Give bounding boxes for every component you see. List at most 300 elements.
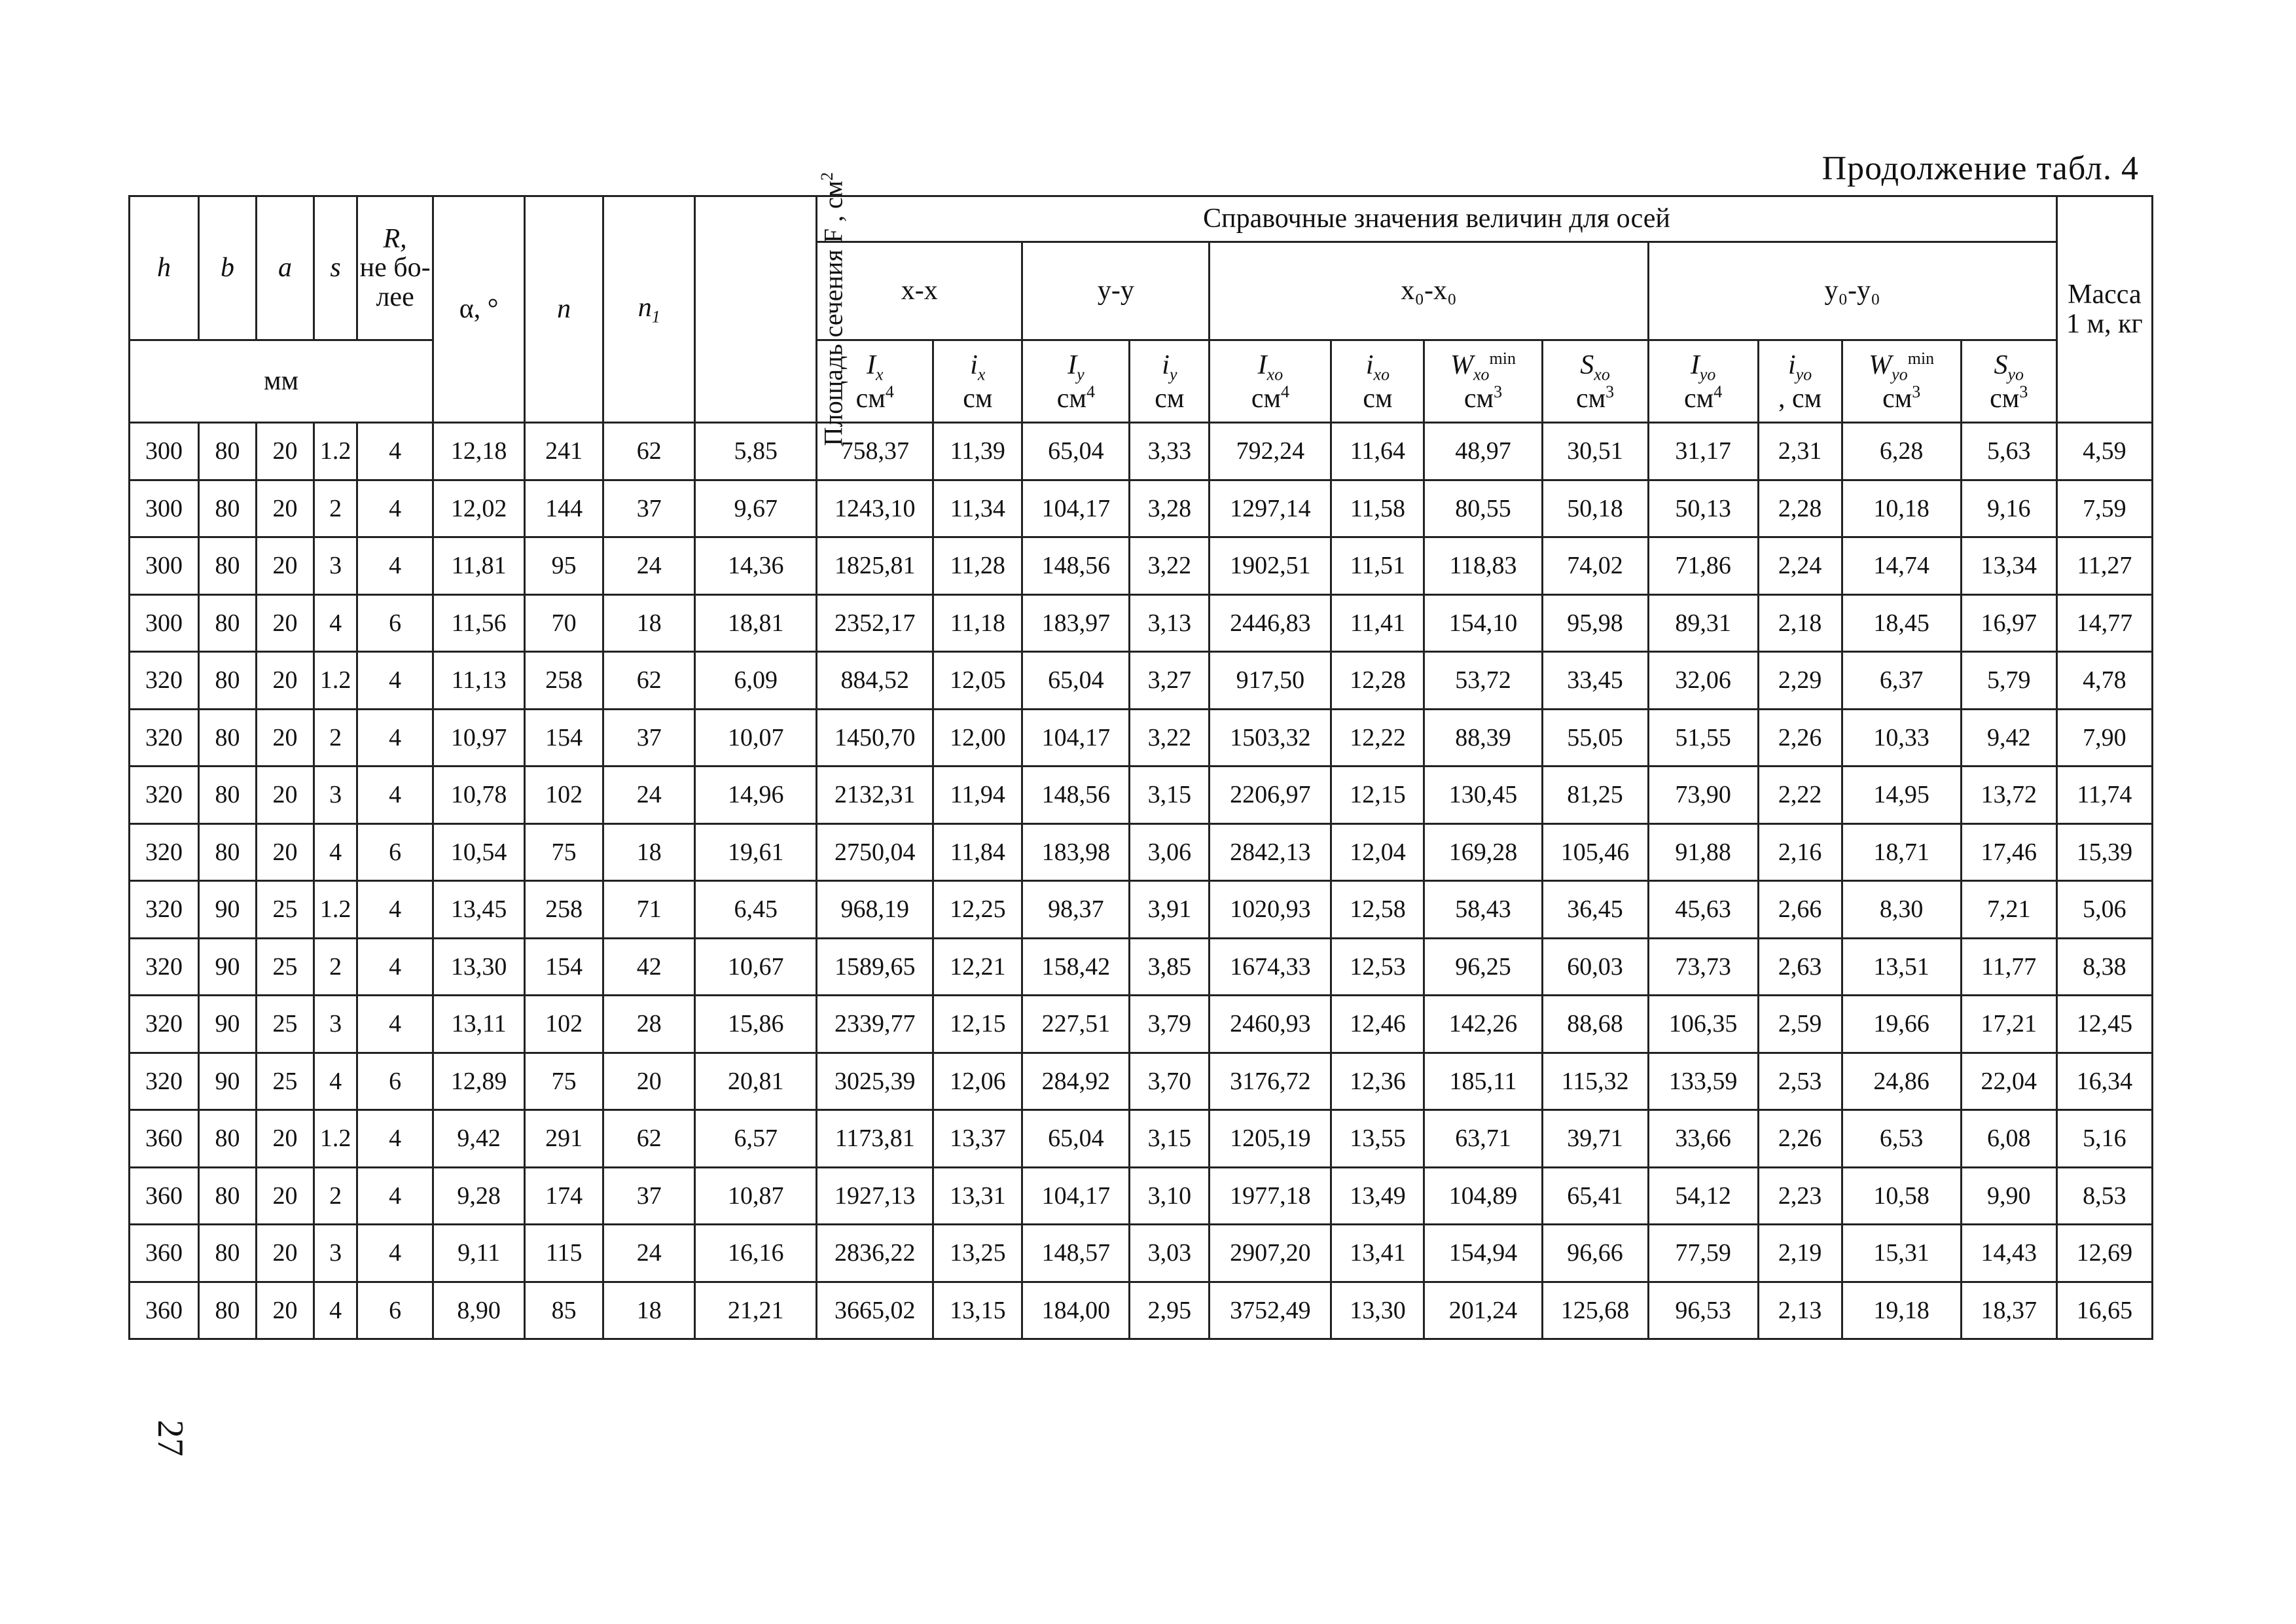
table-cell: 3176,72 bbox=[1210, 1053, 1331, 1110]
table-cell: 80 bbox=[199, 423, 257, 480]
table-cell: 80 bbox=[199, 480, 257, 537]
table-cell: 58,43 bbox=[1424, 881, 1542, 939]
quantity-unit: см bbox=[1155, 384, 1185, 414]
table-cell: 80 bbox=[199, 594, 257, 652]
table-cell: 71,86 bbox=[1648, 537, 1758, 595]
quantity-symbol-letter: I bbox=[867, 350, 876, 380]
table-cell: 7,21 bbox=[1961, 881, 2056, 939]
table-cell: 300 bbox=[130, 594, 199, 652]
quantity-unit-power: 4 bbox=[1713, 382, 1723, 402]
table-cell: 6,45 bbox=[695, 881, 817, 939]
table-cell: 13,51 bbox=[1842, 938, 1961, 996]
quantity-unit-power: 4 bbox=[1281, 382, 1290, 402]
table-cell: 11,94 bbox=[933, 767, 1022, 824]
n1-symbol: n bbox=[637, 292, 652, 323]
quantity-symbol-letter: i bbox=[970, 350, 978, 380]
table-cell: 2460,93 bbox=[1210, 996, 1331, 1053]
table-cell: 15,86 bbox=[695, 996, 817, 1053]
table-cell: 102 bbox=[525, 996, 603, 1053]
table-cell: 80 bbox=[199, 537, 257, 595]
table-cell: 12,06 bbox=[933, 1053, 1022, 1110]
table-cell: 71 bbox=[603, 881, 695, 939]
quantity-symbol-subscript: y bbox=[1077, 365, 1085, 384]
table-cell: 2 bbox=[314, 480, 357, 537]
quantity-symbol-subscript: yo bbox=[2007, 365, 2024, 384]
table-cell: 14,95 bbox=[1842, 767, 1961, 824]
table-cell: 4 bbox=[357, 1110, 433, 1168]
table-cell: 5,85 bbox=[695, 423, 817, 480]
table-cell: 10,18 bbox=[1842, 480, 1961, 537]
col-s-header: s bbox=[314, 196, 357, 340]
table-cell: 6,53 bbox=[1842, 1110, 1961, 1168]
quantity-symbol bbox=[1580, 350, 1610, 384]
profile-properties-table bbox=[128, 171, 2153, 1340]
table-cell: 11,41 bbox=[1331, 594, 1424, 652]
table-cell: 105,46 bbox=[1542, 823, 1648, 881]
quantity-unit: см bbox=[1463, 384, 1494, 414]
table-cell: 25 bbox=[257, 996, 314, 1053]
quantity-symbol bbox=[1067, 350, 1085, 384]
table-cell: 81,25 bbox=[1542, 767, 1648, 824]
table-cell: 7,90 bbox=[2056, 709, 2152, 767]
table-cell: 13,45 bbox=[433, 881, 525, 939]
table-cell: 968,19 bbox=[817, 881, 933, 939]
table-cell: 1243,10 bbox=[817, 480, 933, 537]
table-row bbox=[130, 652, 2153, 710]
table-cell: 792,24 bbox=[1210, 423, 1331, 480]
table-cell: 2,24 bbox=[1758, 537, 1842, 595]
quantity-symbol-subscript: xo bbox=[1266, 365, 1283, 384]
table-cell: 8,53 bbox=[2056, 1167, 2152, 1225]
table-cell: 13,11 bbox=[433, 996, 525, 1053]
table-cell: 16,97 bbox=[1961, 594, 2056, 652]
table-cell: 758,37 bbox=[817, 423, 933, 480]
table-cell: 130,45 bbox=[1424, 767, 1542, 824]
table-cell: 96,53 bbox=[1648, 1282, 1758, 1339]
quantity-unit: , см bbox=[1778, 384, 1822, 414]
table-cell: 2,29 bbox=[1758, 652, 1842, 710]
table-cell: 50,18 bbox=[1542, 480, 1648, 537]
table-cell: 2,53 bbox=[1758, 1053, 1842, 1110]
table-cell: 12,22 bbox=[1331, 709, 1424, 767]
table-cell: 16,34 bbox=[2056, 1053, 2152, 1110]
table-cell: 24 bbox=[603, 767, 695, 824]
table-cell: 11,56 bbox=[433, 594, 525, 652]
table-cell: 2446,83 bbox=[1210, 594, 1331, 652]
table-cell: 3,15 bbox=[1130, 767, 1210, 824]
table-cell: 2,28 bbox=[1758, 480, 1842, 537]
quantity-symbol bbox=[867, 350, 884, 384]
table-cell: 12,15 bbox=[1331, 767, 1424, 824]
quantity-symbol-subscript: x bbox=[876, 365, 884, 384]
quantity-symbol-letter: i bbox=[1162, 350, 1170, 380]
table-cell: 241 bbox=[525, 423, 603, 480]
table-cell: 73,90 bbox=[1648, 767, 1758, 824]
table-cell: 5,06 bbox=[2056, 881, 2152, 939]
table-cell: 3,91 bbox=[1130, 881, 1210, 939]
table-cell: 12,36 bbox=[1331, 1053, 1424, 1110]
quantity-symbol-letter: W bbox=[1450, 350, 1473, 380]
table-cell: 6,37 bbox=[1842, 652, 1961, 710]
quantity-symbol bbox=[1365, 350, 1390, 384]
table-cell: 5,63 bbox=[1961, 423, 2056, 480]
quantity-unit: см bbox=[1683, 384, 1714, 414]
table-cell: 2750,04 bbox=[817, 823, 933, 881]
table-cell: 4 bbox=[357, 881, 433, 939]
table-cell: 20 bbox=[257, 709, 314, 767]
table-cell: 1977,18 bbox=[1210, 1167, 1331, 1225]
table-cell: 201,24 bbox=[1424, 1282, 1542, 1339]
table-cell: 227,51 bbox=[1022, 996, 1130, 1053]
table-cell: 4 bbox=[357, 1167, 433, 1225]
table-cell: 75 bbox=[525, 1053, 603, 1110]
table-cell: 1503,32 bbox=[1210, 709, 1331, 767]
table-cell: 74,02 bbox=[1542, 537, 1648, 595]
table-cell: 1205,19 bbox=[1210, 1110, 1331, 1168]
table-cell: 320 bbox=[130, 652, 199, 710]
quantity-symbol bbox=[1257, 350, 1283, 384]
table-cell: 80 bbox=[199, 823, 257, 881]
table-cell: 28 bbox=[603, 996, 695, 1053]
table-cell: 154,94 bbox=[1424, 1225, 1542, 1282]
table-cell: 65,04 bbox=[1022, 652, 1130, 710]
table-cell: 4 bbox=[357, 480, 433, 537]
table-cell: 3,27 bbox=[1130, 652, 1210, 710]
table-cell: 300 bbox=[130, 423, 199, 480]
table-cell: 2,18 bbox=[1758, 594, 1842, 652]
table-cell: 2 bbox=[314, 938, 357, 996]
table-cell: 7,59 bbox=[2056, 480, 2152, 537]
table-cell: 13,15 bbox=[933, 1282, 1022, 1339]
table-cell: 142,26 bbox=[1424, 996, 1542, 1053]
quantity-symbol-letter: i bbox=[1788, 350, 1796, 380]
table-cell: 2842,13 bbox=[1210, 823, 1331, 881]
quantity-symbol-letter: I bbox=[1067, 350, 1077, 380]
table-cell: 3,85 bbox=[1130, 938, 1210, 996]
table-cell: 4 bbox=[314, 594, 357, 652]
quantity-symbol bbox=[1690, 350, 1716, 384]
table-cell: 14,36 bbox=[695, 537, 817, 595]
table-cell: 70 bbox=[525, 594, 603, 652]
quantity-unit: см bbox=[1251, 384, 1282, 414]
table-cell: 11,51 bbox=[1331, 537, 1424, 595]
table-cell: 320 bbox=[130, 709, 199, 767]
table-cell: 360 bbox=[130, 1110, 199, 1168]
table-cell: 115,32 bbox=[1542, 1053, 1648, 1110]
table-cell: 11,28 bbox=[933, 537, 1022, 595]
table-row bbox=[130, 1053, 2153, 1110]
col-n1-header bbox=[603, 196, 695, 423]
quantity-symbol bbox=[1788, 350, 1812, 384]
table-cell: 3025,39 bbox=[817, 1053, 933, 1110]
table-body bbox=[130, 423, 2153, 1339]
table-cell: 18 bbox=[603, 594, 695, 652]
table-cell: 90 bbox=[199, 1053, 257, 1110]
table-cell: 18,37 bbox=[1961, 1282, 2056, 1339]
table-cell: 291 bbox=[525, 1110, 603, 1168]
table-cell: 6 bbox=[357, 1282, 433, 1339]
table-cell: 11,81 bbox=[433, 537, 525, 595]
col-r-header bbox=[357, 196, 433, 340]
table-cell: 2,23 bbox=[1758, 1167, 1842, 1225]
table-cell: 62 bbox=[603, 652, 695, 710]
table-cell: 13,49 bbox=[1331, 1167, 1424, 1225]
table-cell: 90 bbox=[199, 881, 257, 939]
table-cell: 3 bbox=[314, 1225, 357, 1282]
quantity-symbol bbox=[1869, 348, 1935, 384]
table-cell: 17,21 bbox=[1961, 996, 2056, 1053]
col-alpha-header: α, ° bbox=[433, 196, 525, 423]
table-cell: 3,79 bbox=[1130, 996, 1210, 1053]
axis-y0-y0: y₀-y₀ bbox=[1648, 242, 2056, 340]
table-cell: 14,43 bbox=[1961, 1225, 2056, 1282]
table-cell: 65,04 bbox=[1022, 1110, 1130, 1168]
table-cell: 360 bbox=[130, 1282, 199, 1339]
quantity-header bbox=[1758, 340, 1842, 423]
table-cell: 14,77 bbox=[2056, 594, 2152, 652]
table-cell: 4 bbox=[357, 938, 433, 996]
quantity-symbol-letter: S bbox=[1580, 350, 1594, 380]
table-cell: 2132,31 bbox=[817, 767, 933, 824]
table-cell: 8,30 bbox=[1842, 881, 1961, 939]
table-cell: 184,00 bbox=[1022, 1282, 1130, 1339]
table-cell: 62 bbox=[603, 423, 695, 480]
table-cell: 8,90 bbox=[433, 1282, 525, 1339]
table-cell: 4 bbox=[357, 1225, 433, 1282]
table-cell: 6 bbox=[357, 823, 433, 881]
table-cell: 13,55 bbox=[1331, 1110, 1424, 1168]
table-cell: 4,59 bbox=[2056, 423, 2152, 480]
table-header bbox=[130, 171, 2153, 446]
quantity-unit-power: 3 bbox=[1605, 382, 1615, 402]
table-cell: 50,13 bbox=[1648, 480, 1758, 537]
table-cell: 1450,70 bbox=[817, 709, 933, 767]
table-row bbox=[130, 1110, 2153, 1168]
table-cell: 917,50 bbox=[1210, 652, 1331, 710]
table-cell: 11,77 bbox=[1961, 938, 2056, 996]
table-cell: 9,90 bbox=[1961, 1167, 2056, 1225]
quantity-unit: см bbox=[963, 384, 993, 414]
table-cell: 144 bbox=[525, 480, 603, 537]
quantity-unit: см bbox=[1056, 384, 1086, 414]
table-cell: 12,04 bbox=[1331, 823, 1424, 881]
table-cell: 4 bbox=[357, 652, 433, 710]
table-cell: 4 bbox=[357, 767, 433, 824]
table-cell: 18,81 bbox=[695, 594, 817, 652]
table-cell: 11,27 bbox=[2056, 537, 2152, 595]
table-cell: 148,56 bbox=[1022, 767, 1130, 824]
quantity-symbol bbox=[1994, 350, 2024, 384]
table-cell: 148,57 bbox=[1022, 1225, 1130, 1282]
table-cell: 10,33 bbox=[1842, 709, 1961, 767]
table-cell: 60,03 bbox=[1542, 938, 1648, 996]
table-cell: 80 bbox=[199, 767, 257, 824]
table-cell: 2352,17 bbox=[817, 594, 933, 652]
table-cell: 3752,49 bbox=[1210, 1282, 1331, 1339]
quantity-symbol-subscript: yo bbox=[1892, 365, 1908, 384]
table-row bbox=[130, 480, 2153, 537]
table-cell: 54,12 bbox=[1648, 1167, 1758, 1225]
table-cell: 3,28 bbox=[1130, 480, 1210, 537]
table-cell: 258 bbox=[525, 652, 603, 710]
page-number: 27 bbox=[150, 1420, 190, 1456]
table-cell: 104,89 bbox=[1424, 1167, 1542, 1225]
table-cell: 3,10 bbox=[1130, 1167, 1210, 1225]
table-cell: 13,25 bbox=[933, 1225, 1022, 1282]
table-cell: 360 bbox=[130, 1167, 199, 1225]
table-cell: 11,58 bbox=[1331, 480, 1424, 537]
table-cell: 39,71 bbox=[1542, 1110, 1648, 1168]
table-cell: 9,11 bbox=[433, 1225, 525, 1282]
area-caption-sup: 2 bbox=[817, 171, 837, 181]
table-cell: 20,81 bbox=[695, 1053, 817, 1110]
table-cell: 12,89 bbox=[433, 1053, 525, 1110]
table-cell: 2836,22 bbox=[817, 1225, 933, 1282]
table-cell: 96,66 bbox=[1542, 1225, 1648, 1282]
r-caption: не бо-лее bbox=[359, 253, 431, 312]
table-cell: 22,04 bbox=[1961, 1053, 2056, 1110]
n1-subscript: 1 bbox=[651, 307, 660, 327]
table-cell: 13,41 bbox=[1331, 1225, 1424, 1282]
table-cell: 13,30 bbox=[1331, 1282, 1424, 1339]
table-row bbox=[130, 938, 2153, 996]
table-cell: 148,56 bbox=[1022, 537, 1130, 595]
table-cell: 37 bbox=[603, 709, 695, 767]
table-cell: 20 bbox=[257, 1225, 314, 1282]
table-cell: 45,63 bbox=[1648, 881, 1758, 939]
table-cell: 20 bbox=[257, 767, 314, 824]
quantity-symbol-subscript: y bbox=[1169, 365, 1177, 384]
table-cell: 18,45 bbox=[1842, 594, 1961, 652]
axis-y-y: y-y bbox=[1022, 242, 1210, 340]
table-cell: 2,13 bbox=[1758, 1282, 1842, 1339]
table-cell: 11,64 bbox=[1331, 423, 1424, 480]
table-cell: 185,11 bbox=[1424, 1053, 1542, 1110]
quantity-header bbox=[1331, 340, 1424, 423]
table-cell: 2,19 bbox=[1758, 1225, 1842, 1282]
table-cell: 320 bbox=[130, 767, 199, 824]
table-cell: 6,08 bbox=[1961, 1110, 2056, 1168]
table-row bbox=[130, 767, 2153, 824]
quantity-unit-power: 3 bbox=[1912, 382, 1921, 402]
table-cell: 12,46 bbox=[1331, 996, 1424, 1053]
table-cell: 104,17 bbox=[1022, 480, 1130, 537]
table-cell: 17,46 bbox=[1961, 823, 2056, 881]
quantity-symbol-subscript: xo bbox=[1373, 365, 1390, 384]
table-cell: 3,15 bbox=[1130, 1110, 1210, 1168]
table-cell: 8,38 bbox=[2056, 938, 2152, 996]
table-cell: 10,78 bbox=[433, 767, 525, 824]
table-cell: 3,06 bbox=[1130, 823, 1210, 881]
table-cell: 12,18 bbox=[433, 423, 525, 480]
table-cell: 88,68 bbox=[1542, 996, 1648, 1053]
table-cell: 12,21 bbox=[933, 938, 1022, 996]
quantity-symbol-letter: S bbox=[1994, 350, 2008, 380]
table-cell: 20 bbox=[257, 423, 314, 480]
table-cell: 12,00 bbox=[933, 709, 1022, 767]
table-cell: 6,09 bbox=[695, 652, 817, 710]
table-cell: 174 bbox=[525, 1167, 603, 1225]
table-cell: 33,66 bbox=[1648, 1110, 1758, 1168]
quantity-header bbox=[933, 340, 1022, 423]
table-cell: 55,05 bbox=[1542, 709, 1648, 767]
table-cell: 36,45 bbox=[1542, 881, 1648, 939]
table-cell: 96,25 bbox=[1424, 938, 1542, 996]
table-row bbox=[130, 594, 2153, 652]
table-row bbox=[130, 996, 2153, 1053]
table-cell: 169,28 bbox=[1424, 823, 1542, 881]
table-cell: 4 bbox=[357, 996, 433, 1053]
table-cell: 10,87 bbox=[695, 1167, 817, 1225]
table-cell: 19,61 bbox=[695, 823, 817, 881]
quantity-header bbox=[1542, 340, 1648, 423]
col-h-header: h bbox=[130, 196, 199, 340]
quantity-header bbox=[1648, 340, 1758, 423]
table-cell: 85 bbox=[525, 1282, 603, 1339]
table-cell: 9,28 bbox=[433, 1167, 525, 1225]
table-cell: 95 bbox=[525, 537, 603, 595]
table-cell: 1.2 bbox=[314, 881, 357, 939]
table-cell: 11,74 bbox=[2056, 767, 2152, 824]
table-cell: 3 bbox=[314, 537, 357, 595]
table-cell: 19,18 bbox=[1842, 1282, 1961, 1339]
table-cell: 91,88 bbox=[1648, 823, 1758, 881]
table-cell: 20 bbox=[257, 1282, 314, 1339]
table-cell: 2,95 bbox=[1130, 1282, 1210, 1339]
table-row bbox=[130, 881, 2153, 939]
table-cell: 20 bbox=[257, 1110, 314, 1168]
table-row bbox=[130, 709, 2153, 767]
table-cell: 2,31 bbox=[1758, 423, 1842, 480]
table-cell: 1902,51 bbox=[1210, 537, 1331, 595]
table-cell: 15,39 bbox=[2056, 823, 2152, 881]
table-cell: 14,74 bbox=[1842, 537, 1961, 595]
table-cell: 11,13 bbox=[433, 652, 525, 710]
table-cell: 258 bbox=[525, 881, 603, 939]
table-cell: 80 bbox=[199, 652, 257, 710]
col-area-header bbox=[695, 171, 848, 446]
quantity-unit-power: 4 bbox=[1086, 382, 1095, 402]
quantity-symbol-superscript: min bbox=[1489, 348, 1516, 368]
table-cell: 183,97 bbox=[1022, 594, 1130, 652]
table-cell: 104,17 bbox=[1022, 1167, 1130, 1225]
table-cell: 320 bbox=[130, 996, 199, 1053]
table-cell: 6,28 bbox=[1842, 423, 1961, 480]
table-cell: 9,67 bbox=[695, 480, 817, 537]
table-cell: 10,67 bbox=[695, 938, 817, 996]
table-cell: 37 bbox=[603, 1167, 695, 1225]
table-cell: 2339,77 bbox=[817, 996, 933, 1053]
table-cell: 2,22 bbox=[1758, 767, 1842, 824]
table-cell: 10,54 bbox=[433, 823, 525, 881]
quantity-unit: см bbox=[1575, 384, 1606, 414]
table-cell: 6,57 bbox=[695, 1110, 817, 1168]
table-cell: 4 bbox=[314, 823, 357, 881]
quantity-header bbox=[1961, 340, 2056, 423]
table-cell: 15,31 bbox=[1842, 1225, 1961, 1282]
table-cell: 2 bbox=[314, 1167, 357, 1225]
table-cell: 20 bbox=[257, 537, 314, 595]
table-row bbox=[130, 537, 2153, 595]
table-cell: 32,06 bbox=[1648, 652, 1758, 710]
table-cell: 320 bbox=[130, 823, 199, 881]
table-cell: 884,52 bbox=[817, 652, 933, 710]
table-cell: 6 bbox=[357, 1053, 433, 1110]
table-cell: 12,05 bbox=[933, 652, 1022, 710]
area-caption bbox=[818, 172, 847, 446]
reference-values-title: Справочные значения величин для осей bbox=[817, 196, 2057, 242]
table-cell: 300 bbox=[130, 537, 199, 595]
